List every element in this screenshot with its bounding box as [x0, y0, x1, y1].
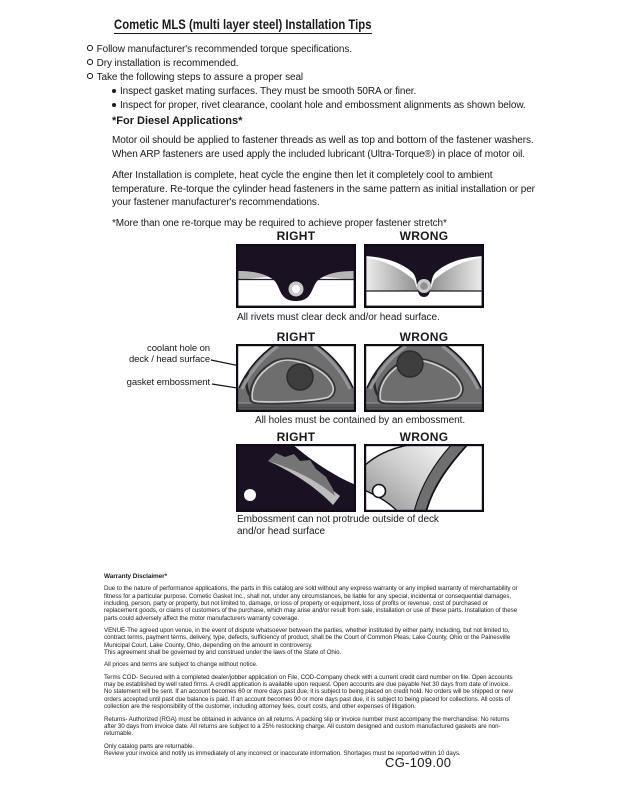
list-item — [87, 99, 567, 113]
list-item — [87, 43, 567, 57]
disclaimer-paragraph: Terms COD- Secured with a completed dealer/jobber application on File, COD-Company check with a current credit card number on file. Open accounts may be established by well rated firms. A credit application is available upon request. Open accounts are due payable Net 30 days from date of invoice. No statement will be sent. If an account becomes 60 or more days past due, it is subject to being placed on credit hold. No orders will be shipped or new orders accepted until past due balance is paid. If an account becomes 90 or more days past due, it is subject to being placed for collections. All costs of collection are the responsibility of the customer, including attorney fees, court costs, and other expenses of litigation. — [104, 673, 513, 711]
row3-caption-line1: Embossment can not protrude outside of deck — [237, 514, 439, 525]
embossment-wrong-diagram — [364, 344, 484, 412]
section-heading: *For Diesel Applications* — [112, 115, 243, 127]
bullet-dot-icon — [112, 89, 116, 93]
wrong-label: WRONG — [399, 430, 449, 444]
wrong-label: WRONG — [399, 330, 449, 344]
list-item-text: Dry installation is recommended. — [96, 58, 239, 69]
coolant-hole-label-line2: deck / head surface — [128, 354, 210, 365]
disclaimer-paragraph: Returns- Authorized (RGA) must be obtained in advance on all returns. A packing slip or invoice number must accompany the merchandise. No returns after 30 days from invoice date. All returns are subject to a 25% restocking charge. All custom designed and custom manufactured gaskets are non-returnable. — [104, 715, 510, 738]
paragraph: After Installation is complete, heat cycle the engine then let it completely cool to ambient temperature. Re-torque the cylinder head fasteners in the same pattern as initial installation or per your fastener manufacturer's recommendations. — [112, 170, 535, 209]
list-item-text: Take the following steps to assure a proper seal — [96, 72, 304, 83]
right-label: RIGHT — [276, 229, 316, 243]
embossment-wrong-illustration — [364, 344, 484, 412]
list-item-text: Inspect gasket mating surfaces. They must be smooth 50RA or finer. — [120, 86, 417, 97]
embossment-right-illustration — [236, 344, 356, 412]
list-item-text: Inspect for proper, rivet clearance, coolant hole and embossment alignments as shown below. — [120, 100, 526, 111]
list-item — [87, 57, 567, 71]
rivet-right-diagram — [236, 244, 356, 308]
page-number: CG-109.00 — [385, 755, 452, 770]
protrusion-right-illustration — [236, 444, 356, 512]
bullet-circle-icon — [87, 45, 93, 51]
disclaimer-paragraph: This agreement shall be governed by and construed under the laws of the State of Ohio. — [104, 649, 342, 657]
paragraph: *More than one re-torque may be required to achieve proper fastener stretch* — [112, 218, 447, 230]
rivet-right-illustration — [236, 244, 356, 308]
disclaimer-paragraph: Due to the nature of performance applications, the parts in this catalog are sold without any express warranty or any implied warranty of merchantability or fitness for a particular purpose. Cometic Gasket Inc., shall not, under any circumstances, be liable for any special, incidental or consequential damages, including, person, party or property, but not limited to, damage, or loss of property or equipment, loss of profits or revenue, cost of purchased or replacement goods, or claims of customers of the purchase, which may arise and/or result from sale, installation or use of these parts. Installation of these parts could adversely affect the motor manufacturers warranty coverage. — [104, 585, 518, 622]
gasket-embossment-label: gasket embossment — [126, 377, 210, 388]
bullet-dot-icon — [112, 103, 116, 107]
installation-tips-list — [87, 43, 567, 113]
coolant-hole-label-line1: coolant hole on — [147, 343, 210, 354]
warranty-disclaimer — [104, 573, 519, 757]
right-label: RIGHT — [276, 430, 316, 444]
disclaimer-paragraph: VENUE-The agreed upon venue, in the event of dispute whatsoever between the parties, whether instituted by either party, including, but not limited to, contract terms, payment terms, delivery, type, defects, sufficiency of product, shall be the Court of Common Pleas, Lake County, Ohio or the Painesville Municipal Court, Lake County, Ohio, depending on the amount in controversy. — [104, 627, 511, 649]
disclaimer-paragraph: Review your invoice and notify us immediately of any incorrect or inaccurate information. Shortages must be reported within 10 days. — [104, 749, 461, 757]
bolt-hole — [373, 485, 386, 498]
list-item — [87, 71, 567, 85]
diesel-applications-section — [112, 115, 550, 231]
rivet-wrong-diagram — [364, 244, 484, 308]
row2-caption: All holes must be contained by an embossment. — [254, 415, 466, 426]
wrong-label: WRONG — [399, 229, 449, 243]
rivet-wrong-illustration — [364, 244, 484, 308]
protrusion-right-diagram — [236, 444, 356, 512]
protrusion-wrong-illustration — [364, 444, 484, 512]
page-title: Cometic MLS (multi layer steel) Installation Tips — [114, 17, 372, 32]
row3-caption — [237, 514, 439, 537]
bullet-circle-icon — [87, 73, 93, 79]
protrusion-wrong-diagram — [364, 444, 484, 512]
row1-caption: All rivets must clear deck and/or head surface. — [237, 312, 440, 323]
embossment-right-diagram — [236, 344, 356, 412]
disclaimer-heading: Warranty Disclaimer* — [104, 573, 168, 580]
bullet-circle-icon — [87, 59, 93, 65]
paragraph: Motor oil should be applied to fastener threads as well as top and bottom of the fastener washers. When ARP fasteners are used apply the included lubricant (Ultra-Torque®) in place of motor oil. — [112, 135, 534, 160]
list-item — [87, 85, 567, 99]
disclaimer-paragraph: All prices and terms are subject to change without notice. — [104, 661, 258, 669]
disclaimer-paragraph: Only catalog parts are returnable. — [104, 742, 195, 750]
list-item-text: Follow manufacturer's recommended torque specifications. — [96, 44, 352, 55]
bolt-hole — [244, 489, 256, 501]
row3-caption-line2: and/or head surface — [237, 525, 326, 537]
right-label: RIGHT — [276, 330, 316, 344]
